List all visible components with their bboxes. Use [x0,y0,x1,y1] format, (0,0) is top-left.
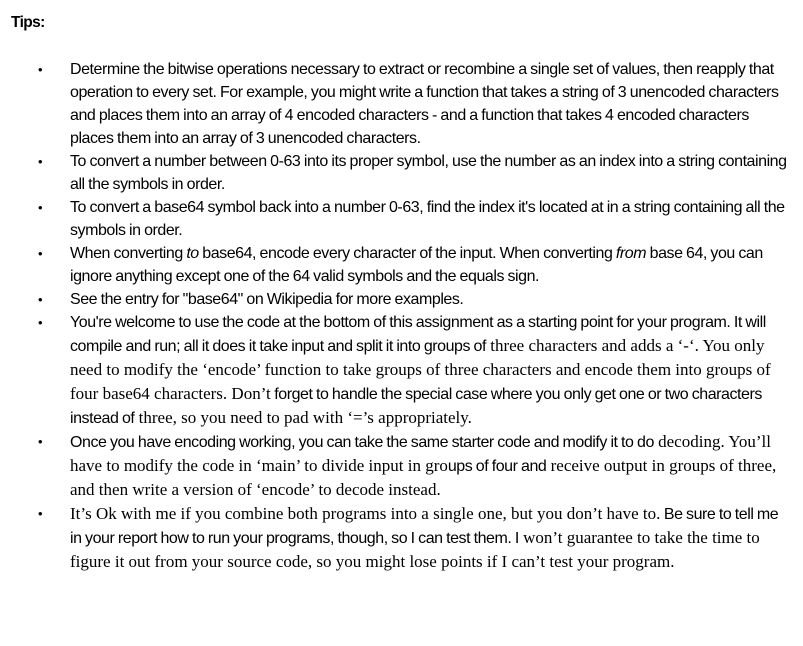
tips-heading: Tips: [11,14,45,31]
tip-item [0,150,790,196]
tip-item [0,311,790,430]
bullet: • [38,154,43,169]
tip-text: Determine the bitwise operations necessary to extract or recombine a single set of values, then reapply that operation to every set. For example, you might write a function that takes a string of 3 unencoded characters and places them into an array of 4 encoded characters - and a function that takes 4 encoded characters places them into an array of 3 unencoded characters. [70,61,779,147]
tip-text: See the entry for "base64" on Wikipedia for more examples. [70,291,464,308]
tip-text-part: base 64, you can ignore anything except one of the 64 valid symbols and the equals sign. [70,245,763,285]
tip-item [0,288,790,311]
bullet: • [38,200,43,215]
bullet: • [38,292,43,307]
tips-list [0,58,790,574]
tip-text: To convert a number between 0-63 into its proper symbol, use the number as an index into a string containing all the symbols in order. [70,153,787,193]
tip-text-serif: decoding. You’ll have to modify the code in ‘main’ to divide input in gro [70,432,772,475]
tip-text-serif: It’s Ok with me if you combine both programs into a single one, but you don’t have to. [70,504,661,523]
tip-text: forget to handle the special case where you only get one or two characters instead of [70,386,762,427]
tip-item [0,502,790,574]
bullet: • [38,506,43,521]
tip-item [0,196,790,242]
tip-item [0,430,790,502]
tip-text-part: base64, encode every character of the input. When converting [198,245,616,262]
tip-item [0,58,790,150]
bullet: • [38,62,43,77]
tip-item [0,242,790,288]
tip-text-serif: receive output in groups of three, and then write a version of ‘encode’ to decode instead. [70,456,777,499]
tip-text: You're welcome to use the code at the bottom of this assignment as a starting point for your program. It will compile and run; all it does it take input and split it into groups of [70,314,766,355]
tip-text-serif: won’t guarantee to take the time to figure it out from your source code, so you might lose points if I can’t test your program. [70,528,760,571]
bullet: • [38,434,43,449]
tip-text: Once you have encoding working, you can take the same starter code and modify it to do [70,434,654,451]
bullet: • [38,246,43,261]
tip-emphasis: to [186,245,199,262]
tip-text-serif: three, so you need to pad with ‘=’s appropriately. [134,408,472,427]
tip-text [70,245,763,285]
tip-text: ups of four and [447,458,547,475]
tip-text: Be sure to tell me in your report how to run your programs, though, so I can test them. I [70,506,779,547]
tip-text-part: When converting [70,245,187,262]
tip-emphasis: from [615,245,647,262]
tip-text-serif: three characters and adds a ‘-‘. You only need to modify the ‘encode’ function to take groups of three characters and encode them into groups of four base64 characters. Don’t [70,336,771,403]
bullet: • [38,315,43,330]
tip-text: To convert a base64 symbol back into a number 0-63, find the index it's located at in a string containing all the symbols in order. [70,199,785,239]
